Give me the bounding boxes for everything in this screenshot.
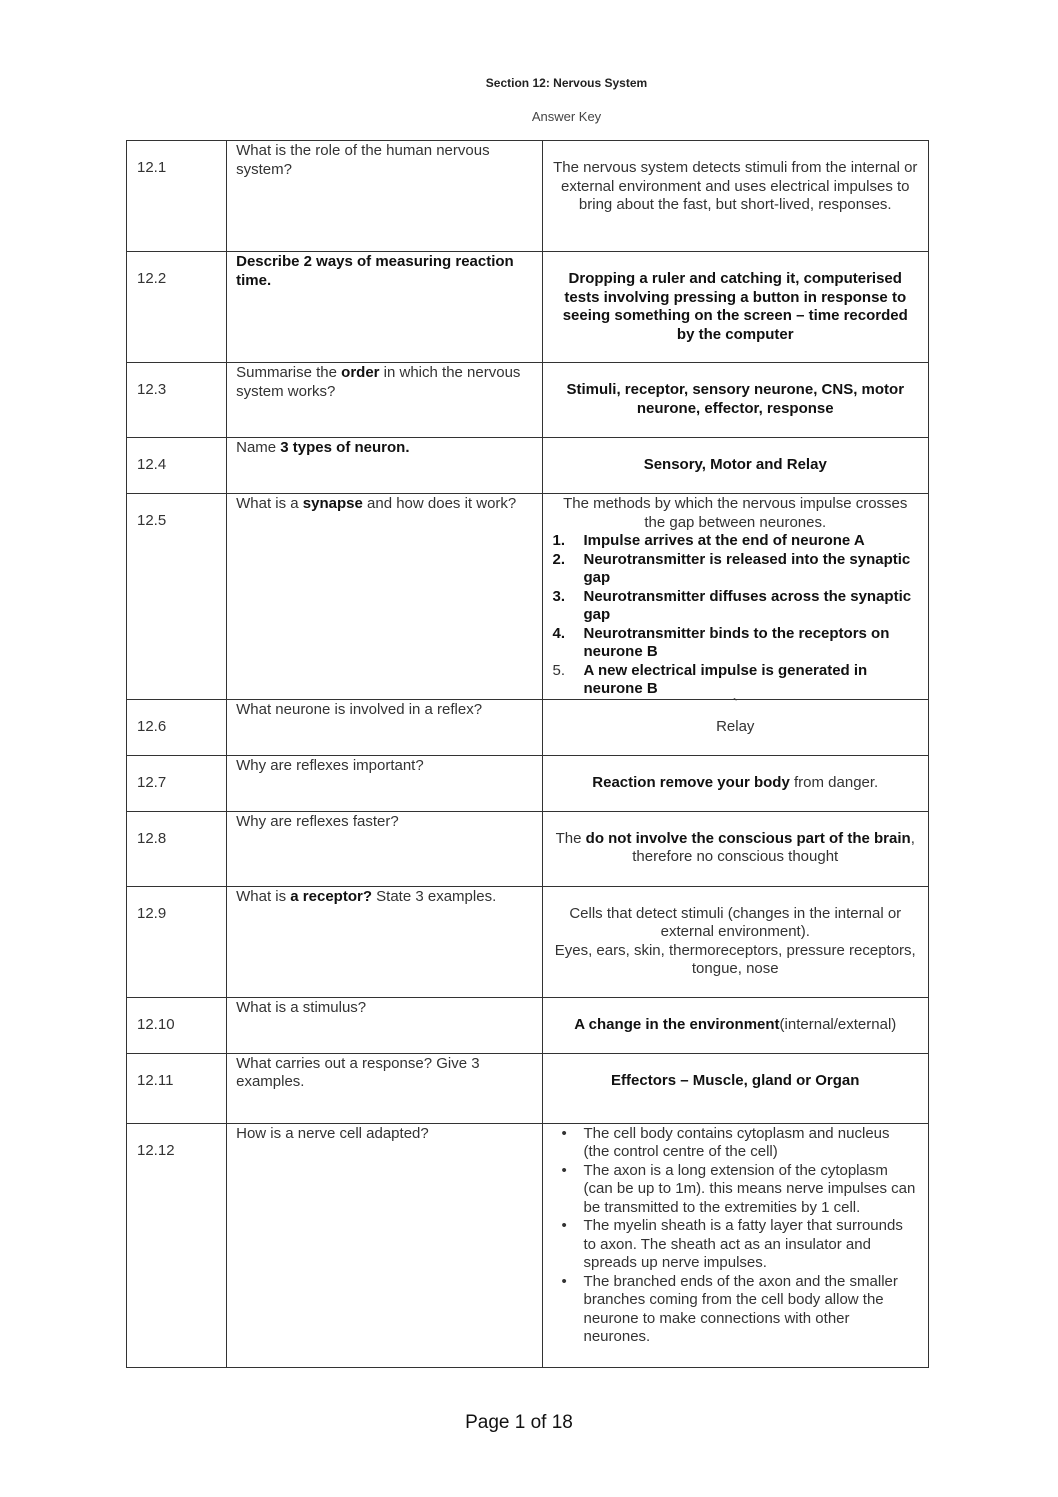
list-item bbox=[553, 532, 919, 551]
answer-text bbox=[543, 756, 929, 793]
question-text: What carries out a response? Give 3 examples. bbox=[236, 1054, 480, 1090]
answer-part: , therefore no conscious thought bbox=[632, 829, 915, 865]
question-number: 12.2 bbox=[137, 270, 167, 287]
list-item bbox=[553, 662, 919, 699]
answer-cell bbox=[542, 141, 929, 252]
question-bold: 3 types of neuron. bbox=[280, 439, 410, 456]
list-item bbox=[553, 551, 919, 588]
question-number-cell bbox=[127, 494, 227, 700]
table-row bbox=[127, 811, 929, 886]
list-item-text: Neurotransmitter binds to the receptors on neurone B bbox=[583, 624, 890, 660]
question-number: 12.12 bbox=[137, 1141, 175, 1159]
bullet-icon: • bbox=[561, 1217, 567, 1234]
list-item-text: The axon is a long extension of the cytoplasm (can be up to 1m). this means nerve impulses can be transmitted to the extremities by 1 cell. bbox=[583, 1161, 916, 1216]
question-part: State 3 examples. bbox=[372, 887, 497, 905]
bullet-icon: • bbox=[561, 1161, 567, 1179]
answer-table bbox=[126, 140, 929, 1368]
question-number-cell bbox=[127, 755, 227, 811]
question-text bbox=[227, 438, 541, 458]
list-item-text: A new electrical impulse is generated in neurone B bbox=[583, 661, 868, 697]
question-bold: Describe 2 ways of measuring reaction time. bbox=[236, 253, 514, 289]
list-item bbox=[553, 588, 919, 625]
question-text: What is a stimulus? bbox=[236, 998, 367, 1016]
question-number-cell bbox=[127, 1053, 227, 1123]
question-cell bbox=[227, 363, 542, 438]
question-number-cell bbox=[127, 886, 227, 997]
question-number: 12.6 bbox=[137, 717, 167, 735]
table-row bbox=[127, 755, 929, 811]
page-number: Page 1 of 18 bbox=[465, 1412, 573, 1433]
table-row bbox=[127, 438, 929, 494]
answer-cell bbox=[542, 363, 929, 438]
question-text: Why are reflexes important? bbox=[236, 756, 424, 774]
answer-text bbox=[543, 695, 929, 737]
question-number: 12.1 bbox=[137, 159, 167, 176]
question-cell bbox=[227, 699, 542, 755]
question-text: How is a nerve cell adapted? bbox=[236, 1124, 429, 1142]
question-number-cell bbox=[127, 811, 227, 886]
answer-text bbox=[543, 998, 929, 1035]
answer-cell bbox=[542, 811, 929, 886]
answer-cell bbox=[542, 438, 929, 494]
question-part: What is bbox=[236, 887, 291, 905]
document-title: Section 12: Nervous System bbox=[485, 76, 648, 90]
bullet-icon: • bbox=[561, 1272, 567, 1290]
document-subtitle: Answer Key bbox=[531, 109, 602, 124]
question-number: 12.10 bbox=[137, 1015, 175, 1033]
question-text bbox=[227, 363, 541, 401]
bullet-icon: • bbox=[561, 1124, 567, 1142]
question-cell bbox=[227, 755, 542, 811]
question-number-cell bbox=[127, 438, 227, 494]
answer-cell bbox=[542, 1053, 929, 1123]
answer-line: Eyes, ears, skin, thermoreceptors, pressure receptors, tongue, nose bbox=[554, 941, 916, 977]
answer-text bbox=[543, 887, 929, 979]
answer-bold: A change in the environment bbox=[574, 1015, 780, 1033]
question-part: and how does it work? bbox=[362, 495, 517, 512]
list-item-number: 1. bbox=[552, 532, 566, 549]
question-number: 12.5 bbox=[137, 512, 167, 529]
table-row bbox=[127, 699, 929, 755]
question-cell bbox=[227, 252, 542, 363]
list-item-text: Impulse arrives at the end of neurone A bbox=[583, 532, 865, 549]
question-number-cell bbox=[127, 252, 227, 363]
answer-cell bbox=[542, 997, 929, 1053]
list-item bbox=[553, 1162, 919, 1218]
answer-part: from danger. bbox=[789, 773, 879, 791]
list-item-number: 3. bbox=[552, 587, 566, 605]
question-cell bbox=[227, 1123, 542, 1367]
answer-text bbox=[543, 252, 929, 344]
answer-intro: The methods by which the nervous impulse crosses the gap between neurones. bbox=[563, 495, 908, 531]
answer-cell bbox=[542, 252, 929, 363]
answer-cell bbox=[542, 755, 929, 811]
question-number: 12.11 bbox=[137, 1071, 174, 1089]
list-item bbox=[553, 1125, 919, 1162]
question-cell bbox=[227, 438, 542, 494]
list-item bbox=[553, 1217, 919, 1273]
adaptation-bullet-list bbox=[553, 1125, 919, 1347]
question-cell bbox=[227, 494, 542, 700]
question-part: Summarise the bbox=[236, 364, 342, 381]
table-row bbox=[127, 1053, 929, 1123]
list-item bbox=[553, 625, 919, 662]
answer-cell bbox=[542, 1123, 929, 1367]
answer-bold: Reaction remove your body bbox=[592, 773, 790, 791]
answer-text: The nervous system detects stimuli from the internal or external environment and uses electrical impulses to bring about the fast, but short-lived, responses. bbox=[553, 159, 918, 213]
answer-bold: Sensory, Motor and Relay bbox=[643, 456, 827, 473]
question-number: 12.9 bbox=[137, 904, 167, 922]
list-item-text: The branched ends of the axon and the smaller branches coming from the cell body allow the neurone to make connections with other neurones. bbox=[583, 1272, 898, 1345]
answer-text bbox=[543, 812, 929, 867]
question-number-cell bbox=[127, 363, 227, 438]
question-text: Why are reflexes faster? bbox=[236, 812, 399, 830]
stray-mark: ` bbox=[732, 695, 738, 713]
table-row bbox=[127, 494, 929, 700]
list-item bbox=[553, 1273, 919, 1347]
answer-part: The bbox=[555, 829, 586, 847]
synapse-steps-list bbox=[553, 532, 919, 699]
table-row bbox=[127, 1123, 929, 1367]
question-part: in which the nervous system works? bbox=[236, 364, 521, 400]
list-item-text: Neurotransmitter is released into the synaptic gap bbox=[583, 550, 911, 586]
question-bold: synapse bbox=[302, 495, 363, 512]
list-item-text: The cell body contains cytoplasm and nucleus (the control centre of the cell) bbox=[583, 1124, 890, 1160]
question-number-cell bbox=[127, 699, 227, 755]
question-cell bbox=[227, 141, 542, 252]
question-bold: a receptor? bbox=[290, 887, 372, 905]
question-cell bbox=[227, 997, 542, 1053]
question-cell bbox=[227, 811, 542, 886]
table-row bbox=[127, 363, 929, 438]
list-item-number: 5. bbox=[552, 661, 566, 679]
answer-bold: Dropping a ruler and catching it, computerised tests involving pressing a button in response to seeing something on the screen – time recorded by the computer bbox=[562, 270, 908, 343]
answer-text bbox=[543, 494, 929, 699]
question-number-cell bbox=[127, 141, 227, 252]
question-cell bbox=[227, 886, 542, 997]
question-part: Name bbox=[236, 439, 281, 456]
answer-text bbox=[543, 1124, 929, 1347]
question-cell bbox=[227, 1053, 542, 1123]
answer-bold: Effectors – Muscle, gland or Organ bbox=[611, 1071, 860, 1089]
answer-line: Cells that detect stimuli (changes in the internal or external environment). bbox=[569, 904, 902, 940]
table-row bbox=[127, 886, 929, 997]
question-text bbox=[227, 252, 541, 290]
list-item-text: The myelin sheath is a fatty layer that surrounds to axon. The sheath act as an insulator and spreads up nerve impulses. bbox=[583, 1217, 903, 1271]
question-number: 12.4 bbox=[137, 456, 167, 473]
question-part: What is a bbox=[236, 495, 303, 512]
answer-bold: Stimuli, receptor, sensory neurone, CNS, motor neurone, effector, response bbox=[566, 381, 905, 417]
answer-cell bbox=[542, 494, 929, 700]
answer-text bbox=[543, 1054, 929, 1091]
list-item-number: 4. bbox=[552, 624, 566, 642]
table-row bbox=[127, 252, 929, 363]
answer-cell bbox=[542, 886, 929, 997]
question-number-cell bbox=[127, 997, 227, 1053]
list-item-text: Neurotransmitter diffuses across the synaptic gap bbox=[583, 587, 912, 623]
answer-text bbox=[543, 363, 929, 418]
question-text: What is the role of the human nervous system? bbox=[236, 142, 490, 178]
question-number: 12.7 bbox=[137, 773, 167, 791]
question-text bbox=[227, 887, 541, 907]
question-number: 12.8 bbox=[137, 829, 167, 847]
answer-text bbox=[543, 438, 929, 475]
table-row bbox=[127, 141, 929, 252]
question-text: What neurone is involved in a reflex? bbox=[236, 700, 483, 718]
answer-bold: do not involve the conscious part of the brain bbox=[585, 829, 911, 847]
question-number: 12.3 bbox=[137, 381, 167, 398]
answer-value: Relay bbox=[716, 717, 755, 735]
table-row bbox=[127, 997, 929, 1053]
question-bold: order bbox=[341, 364, 380, 381]
question-text bbox=[227, 494, 541, 514]
question-number-cell bbox=[127, 1123, 227, 1367]
answer-part: (internal/external) bbox=[779, 1015, 897, 1033]
answer-cell bbox=[542, 695, 929, 755]
list-item-number: 2. bbox=[552, 550, 566, 568]
